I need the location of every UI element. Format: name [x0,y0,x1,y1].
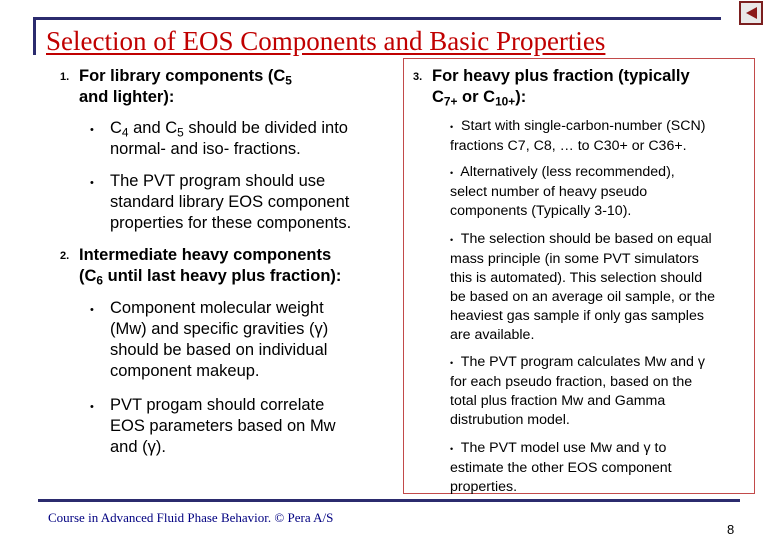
bullet: • [90,124,94,136]
title-frame-left [33,17,36,55]
heavy-point-5: • The PVT model use Mw and γ to estimate the other EOS component properties. [450,440,672,495]
item1-heading: For library components ($C_5$ and lighter): [79,67,292,106]
item2-sub2: PVT progam should correlate EOS parameters based on Mw and (γ). [110,396,336,456]
item-number-2: 2. [60,250,70,262]
footer-divider [38,499,740,502]
heavy-point-3: • The selection should be based on equal mass principle (in some PVT simulators this is automated). This selection should be based on an average oil sample, or the heaviest gas sample if only gas samples are available. [450,231,716,343]
prev-slide-button[interactable] [739,1,763,25]
heavy-point-2: • Alternatively (less recommended), select number of heavy pseudo components (Typically 3-10). [450,164,675,219]
footer-course: Course in Advanced Fluid Phase Behavior. © Pera A/S [48,510,334,525]
bullet: • [90,401,94,413]
item2-sub1: Component molecular weight (Mw) and specific gravities (γ) should be based on individual component makeup. [110,299,329,380]
heavy-point-1: • Start with single-carbon-number (SCN) fractions C7, C8, … to C30+ or C36+. [450,118,706,154]
bullet: • [90,304,94,316]
bullet: • [90,177,94,189]
item3-heading: For heavy plus fraction (typically $C_{7+}$ or $C_{10+}$): [432,67,690,109]
item2-heading: Intermediate heavy components ($C_6$ until last heavy plus fraction): [79,246,342,288]
item-number-3: 3. [413,71,423,83]
item1-sub2: The PVT program should use standard library EOS component properties for these components. [110,172,352,232]
title-frame-top [33,17,721,20]
page-number: 8 [727,522,735,537]
item1-sub1: $C_4$ and $C_5$ should be divided into normal- and iso- fractions. [110,119,348,158]
heavy-point-4: • The PVT program calculates Mw and γ for each pseudo fraction, based on the total plus fraction Mw and Gamma distrubution model. [450,354,705,428]
slide-title: Selection of EOS Components and Basic Properties [46,26,606,56]
triangle-left-icon [743,5,759,21]
item-number-1: 1. [60,71,70,83]
